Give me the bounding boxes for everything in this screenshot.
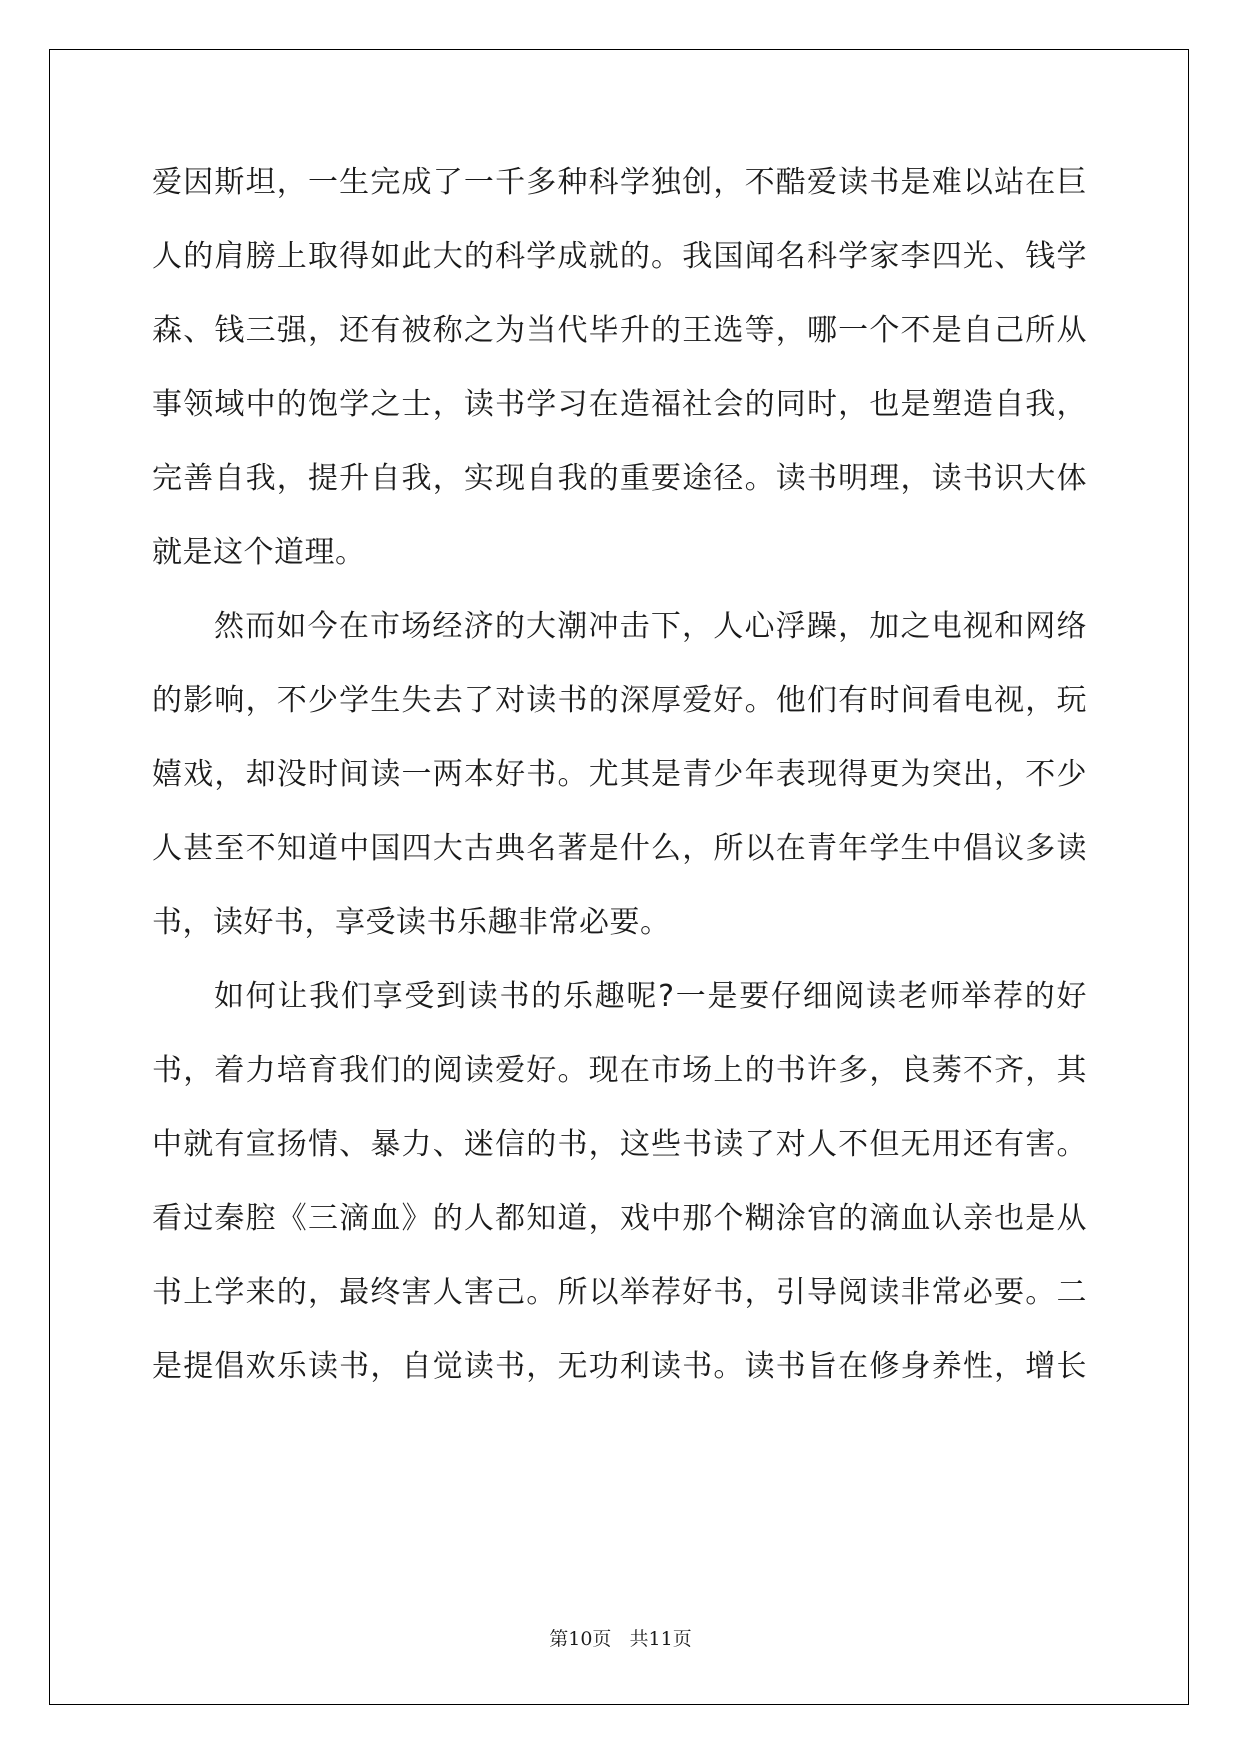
text-line: 森、钱三强，还有被称之为当代毕升的王选等，哪一个不是自己所从: [152, 313, 1087, 348]
text-line: 的影响，不少学生失去了对读书的深厚爱好。他们有时间看电视，玩: [152, 683, 1087, 718]
text-line: 就是这个道理。: [152, 535, 366, 570]
text-line: 嬉戏，却没时间读一两本好书。尤其是青少年表现得更为突出，不少: [152, 757, 1087, 792]
page-border: [49, 49, 1189, 1705]
text-line: 人甚至不知道中国四大古典名著是什么，所以在青年学生中倡议多读: [152, 831, 1087, 866]
text-line: 书，读好书，享受读书乐趣非常必要。: [152, 905, 671, 940]
text-line: 看过秦腔《三滴血》的人都知道，戏中那个糊涂官的滴血认亲也是从: [152, 1201, 1087, 1236]
text-line: 完善自我，提升自我，实现自我的重要途径。读书明理，读书识大体: [152, 461, 1087, 496]
paragraph-first-line: 然而如今在市场经济的大潮冲击下，人心浮躁，加之电视和网络: [214, 609, 1087, 644]
text-line: 爱因斯坦，一生完成了一千多种科学独创，不酷爱读书是难以站在巨: [152, 165, 1087, 200]
paragraph-first-line: 如何让我们享受到读书的乐趣呢?一是要仔细阅读老师举荐的好: [214, 979, 1087, 1014]
text-line: 书上学来的，最终害人害己。所以举荐好书，引导阅读非常必要。二: [152, 1275, 1087, 1310]
text-line: 是提倡欢乐读书，自觉读书，无功利读书。读书旨在修身养性，增长: [152, 1349, 1087, 1384]
text-line: 中就有宣扬情、暴力、迷信的书，这些书读了对人不但无用还有害。: [152, 1127, 1087, 1162]
text-line: 书，着力培育我们的阅读爱好。现在市场上的书许多，良莠不齐，其: [152, 1053, 1087, 1088]
text-line: 人的肩膀上取得如此大的科学成就的。我国闻名科学家李四光、钱学: [152, 239, 1087, 274]
page-number: 第10页 共11页: [549, 1628, 692, 1650]
text-line: 事领域中的饱学之士，读书学习在造福社会的同时，也是塑造自我，: [152, 387, 1087, 422]
